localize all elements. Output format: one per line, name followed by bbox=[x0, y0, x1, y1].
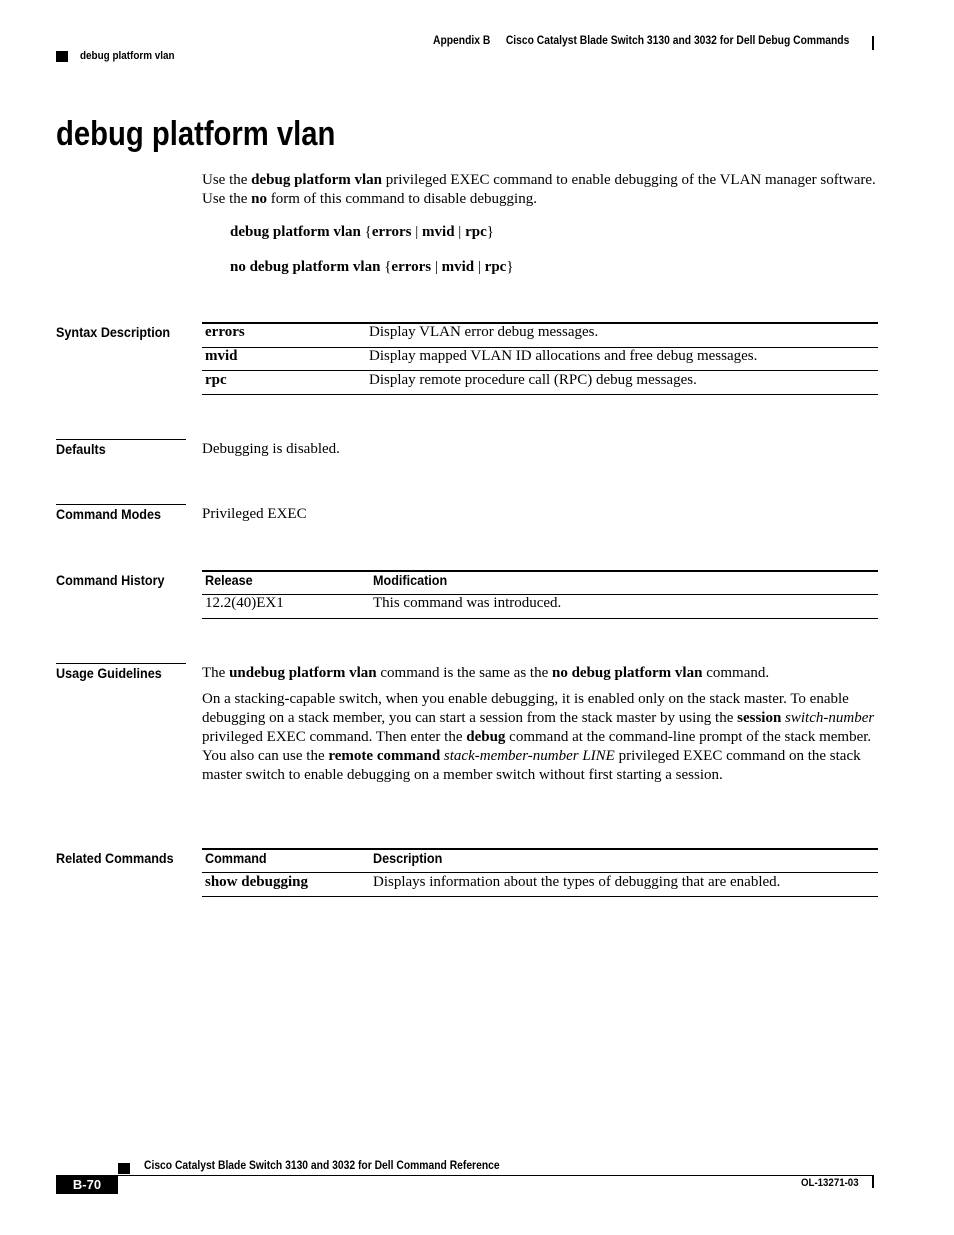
syntax-keyword: rpc bbox=[205, 372, 227, 388]
table-rule bbox=[202, 394, 878, 395]
defaults-text: Debugging is disabled. bbox=[202, 441, 340, 457]
history-header-modification: Modification bbox=[373, 572, 448, 588]
syntax-line-debug: debug platform vlan {errors | mvid | rpc} bbox=[230, 224, 494, 240]
section-label-command-modes: Command Modes bbox=[56, 506, 162, 522]
command-modes-text: Privileged EXEC bbox=[202, 506, 307, 522]
usage-paragraph-2: On a stacking-capable switch, when you enable debugging, it is enabled only on the stack master. To enable debugging on a stack member, you can start a session from the stack master by using the session switch-number privileged EXEC command. Then enter the debug command at the command-line prompt of the stack member. You also can use the remote command stack-member-number LINE privileged EXEC command on the stack master switch to enable debugging on a member switch without first starting a session. bbox=[202, 691, 875, 783]
section-rule bbox=[56, 504, 186, 505]
header-section: debug platform vlan bbox=[80, 50, 175, 62]
section-rule bbox=[56, 439, 186, 440]
syntax-desc: Display mapped VLAN ID allocations and free debug messages. bbox=[369, 348, 758, 364]
related-command: show debugging bbox=[205, 874, 308, 890]
footer-page-number: B-70 bbox=[56, 1175, 118, 1194]
section-label-usage-guidelines: Usage Guidelines bbox=[56, 665, 162, 681]
related-desc: Displays information about the types of debugging that are enabled. bbox=[373, 874, 781, 890]
related-header-command: Command bbox=[205, 850, 267, 866]
section-label-defaults: Defaults bbox=[56, 441, 106, 457]
history-header-release: Release bbox=[205, 572, 253, 588]
syntax-desc: Display remote procedure call (RPC) debug messages. bbox=[369, 372, 697, 388]
syntax-desc: Display VLAN error debug messages. bbox=[369, 324, 599, 340]
section-label-syntax-description: Syntax Description bbox=[56, 324, 171, 340]
syntax-keyword: mvid bbox=[205, 348, 238, 364]
syntax-keyword: errors bbox=[205, 324, 245, 340]
history-modification: This command was introduced. bbox=[373, 595, 562, 611]
footer-bar bbox=[872, 1176, 874, 1188]
intro-paragraph: Use the debug platform vlan privileged EXEC command to enable debugging of the VLAN manager software. Use the no form of this command to disable debugging. bbox=[202, 172, 876, 207]
history-release: 12.2(40)EX1 bbox=[205, 595, 284, 611]
table-rule bbox=[202, 618, 878, 619]
footer-square bbox=[118, 1163, 130, 1174]
table-rule bbox=[202, 570, 878, 572]
header-chapter: Cisco Catalyst Blade Switch 3130 and 3032 for Dell Debug Commands bbox=[505, 33, 850, 47]
section-rule bbox=[56, 663, 186, 664]
related-header-description: Description bbox=[373, 850, 443, 866]
syntax-line-no-debug: no debug platform vlan {errors | mvid | rpc} bbox=[230, 259, 514, 275]
running-header bbox=[433, 33, 849, 47]
header-square bbox=[56, 51, 68, 62]
footer-book-title: Cisco Catalyst Blade Switch 3130 and 3032 for Dell Command Reference bbox=[144, 1158, 500, 1172]
footer-doc-id: OL-13271-03 bbox=[801, 1177, 859, 1189]
section-label-related-commands: Related Commands bbox=[56, 850, 174, 866]
page-title: debug platform vlan bbox=[56, 115, 336, 153]
usage-paragraph-1: The undebug platform vlan command is the same as the no debug platform vlan command. bbox=[202, 665, 770, 681]
table-rule bbox=[202, 848, 878, 850]
footer-rule bbox=[118, 1175, 874, 1176]
table-rule bbox=[202, 896, 878, 897]
header-bar bbox=[872, 36, 874, 50]
section-label-command-history: Command History bbox=[56, 572, 165, 588]
header-appendix: Appendix B bbox=[433, 33, 491, 47]
